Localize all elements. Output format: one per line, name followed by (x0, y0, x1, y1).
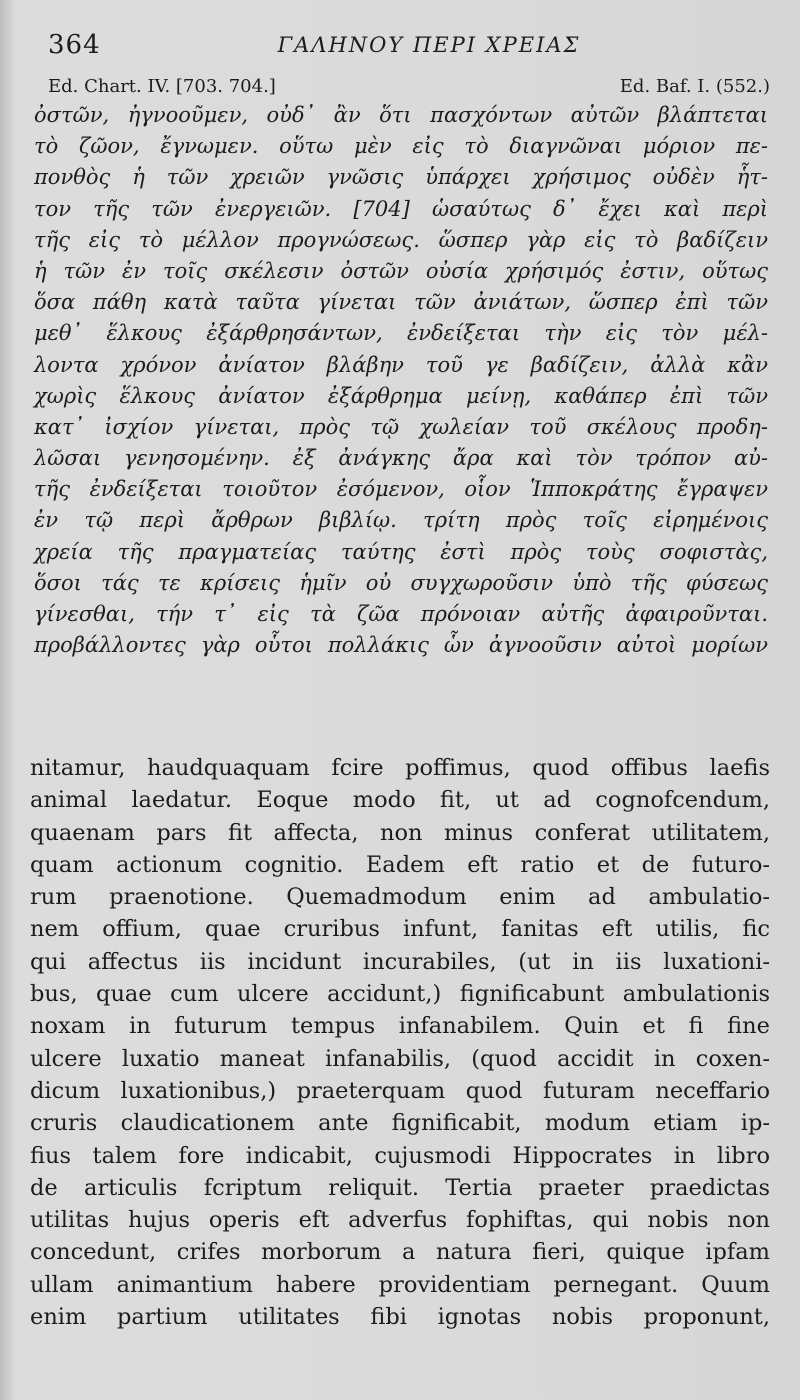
greek-text-block (34, 100, 768, 661)
latin-text-line: qui affectus iis incidunt incurabiles, (ut in iis luxationi- (30, 948, 770, 975)
greek-text-line: χρεία τῆς πραγματείας ταύτης ἐστὶ πρὸς τοὺς σοφιστὰς, (34, 539, 768, 564)
greek-text-line: λῶσαι γενησομένην. ἐξ ἀνάγκης ἄρα καὶ τὸν τρόπον αὐ- (34, 446, 768, 471)
latin-text-line: enim partium utilitates fibi ignotas nobis proponunt, (30, 1304, 770, 1331)
greek-text-line: ἡ τῶν ἐν τοῖς σκέλεσιν ὀστῶν οὐσία χρήσιμός ἐστιν, οὕτως (34, 258, 768, 283)
greek-text-line: τον τῆς τῶν ἐνεργειῶν. [704] ὡσαύτως δ᾽ ἔχει καὶ περὶ (34, 196, 768, 221)
edition-chartier-ref: Ed. Chart. IV. [703. 704.] (48, 76, 276, 97)
greek-text-line: τῆς εἰς τὸ μέλλον προγνώσεως. ὥσπερ γὰρ εἰς τὸ βαδίζειν (34, 227, 768, 252)
latin-text-line: fius talem fore indicabit, cujusmodi Hippocrates in libro (30, 1142, 770, 1169)
latin-text-line: de articulis fcriptum reliquit. Tertia praeter praedictas (30, 1174, 770, 1201)
latin-text-line: noxam in futurum tempus infanabilem. Quin et fi fine (30, 1013, 770, 1040)
edition-references (48, 76, 770, 102)
greek-text-line: κατ᾽ ἰσχίον γίνεται, πρὸς τῷ χωλείαν τοῦ σκέλους προδη- (34, 414, 768, 439)
latin-text-line: bus, quae cum ulcere accidunt,) fignificabunt ambulationis (30, 981, 770, 1008)
latin-text-line: nem offium, quae cruribus infunt, fanitas eft utilis, fic (30, 916, 770, 943)
greek-text-line: τὸ ζῶον, ἔγνωμεν. οὕτω μὲν εἰς τὸ διαγνῶναι μόριον πε- (34, 134, 768, 159)
page-header (48, 30, 770, 66)
latin-text-line: dicum luxationibus,) praeterquam quod futuram neceffario (30, 1077, 770, 1104)
running-title: ΓΑΛΗΝΟΥ ΠΕΡΙ ΧΡΕΙΑΣ (277, 33, 581, 57)
page-edge-shadow (0, 0, 14, 1400)
greek-text-line: ὅσα πάθη κατὰ ταῦτα γίνεται τῶν ἀνιάτων, ὥσπερ ἐπὶ τῶν (34, 290, 768, 315)
latin-text-line: rum praenotione. Quemadmodum enim ad ambulatio- (30, 884, 770, 911)
greek-text-line: ἐν τῷ περὶ ἄρθρων βιβλίῳ. τρίτη πρὸς τοῖς εἰρημένοις (34, 508, 768, 533)
latin-text-line: utilitas hujus operis eft adverfus fophiftas, qui nobis non (30, 1207, 770, 1234)
latin-text-line: ulcere luxatio maneat infanabilis, (quod accidit in coxen- (30, 1045, 770, 1072)
page-number: 364 (48, 30, 101, 60)
latin-text-line: ullam animantium habere providentiam pernegant. Quum (30, 1271, 770, 1298)
greek-text-line: λοντα χρόνον ἀνίατον βλάβην τοῦ γε βαδίζειν, ἀλλὰ κἂν (34, 352, 768, 377)
edition-basel-ref: Ed. Baf. I. (552.) (619, 76, 770, 97)
latin-text-line: animal laedatur. Eoque modo fit, ut ad cognofcendum, (30, 787, 770, 814)
latin-text-line: quaenam pars fit affecta, non minus conferat utilitatem, (30, 819, 770, 846)
latin-text-line: nitamur, haudquaquam fcire poffimus, quod offibus laefis (30, 755, 770, 781)
greek-text-line: τῆς ἐνδείξεται τοιοῦτον ἐσόμενον, οἷον Ἱπποκράτης ἔγραψεν (34, 477, 768, 502)
greek-text-line: πονθὸς ἡ τῶν χρειῶν γνῶσις ὑπάρχει χρήσιμος οὐδὲν ἧτ- (34, 165, 768, 190)
greek-text-line: γίνεσθαι, τήν τ᾽ εἰς τὰ ζῶα πρόνοιαν αὐτῆς ἀφαιροῦνται. (34, 602, 768, 626)
latin-text-line: quam actionum cognitio. Eadem eft ratio et de futuro- (30, 851, 770, 878)
greek-text-line: προβάλλοντες γὰρ οὗτοι πολλάκις ὧν ἀγνοοῦσιν αὐτοὶ μορίων (34, 633, 768, 658)
latin-text-block (30, 752, 770, 1333)
greek-text-line: ὀστῶν, ἠγνοοῦμεν, οὐδ᾽ ἂν ὅτι πασχόντων αὐτῶν βλάπτεται (34, 103, 768, 127)
latin-text-line: concedunt, crifes morborum a natura fieri, quique ipfam (30, 1239, 770, 1266)
latin-text-line: cruris claudicationem ante fignificabit, modum etiam ip- (30, 1110, 770, 1137)
greek-text-line: ὅσοι τάς τε κρίσεις ἡμῖν οὐ συγχωροῦσιν ὑπὸ τῆς φύσεως (34, 570, 768, 595)
greek-text-line: μεθ᾽ ἕλκους ἐξάρθρησάντων, ἐνδείξεται τὴν εἰς τὸν μέλ- (34, 321, 768, 346)
greek-text-line: χωρὶς ἕλκους ἀνίατον ἐξάρθρημα μείνῃ, καθάπερ ἐπὶ τῶν (34, 383, 768, 408)
